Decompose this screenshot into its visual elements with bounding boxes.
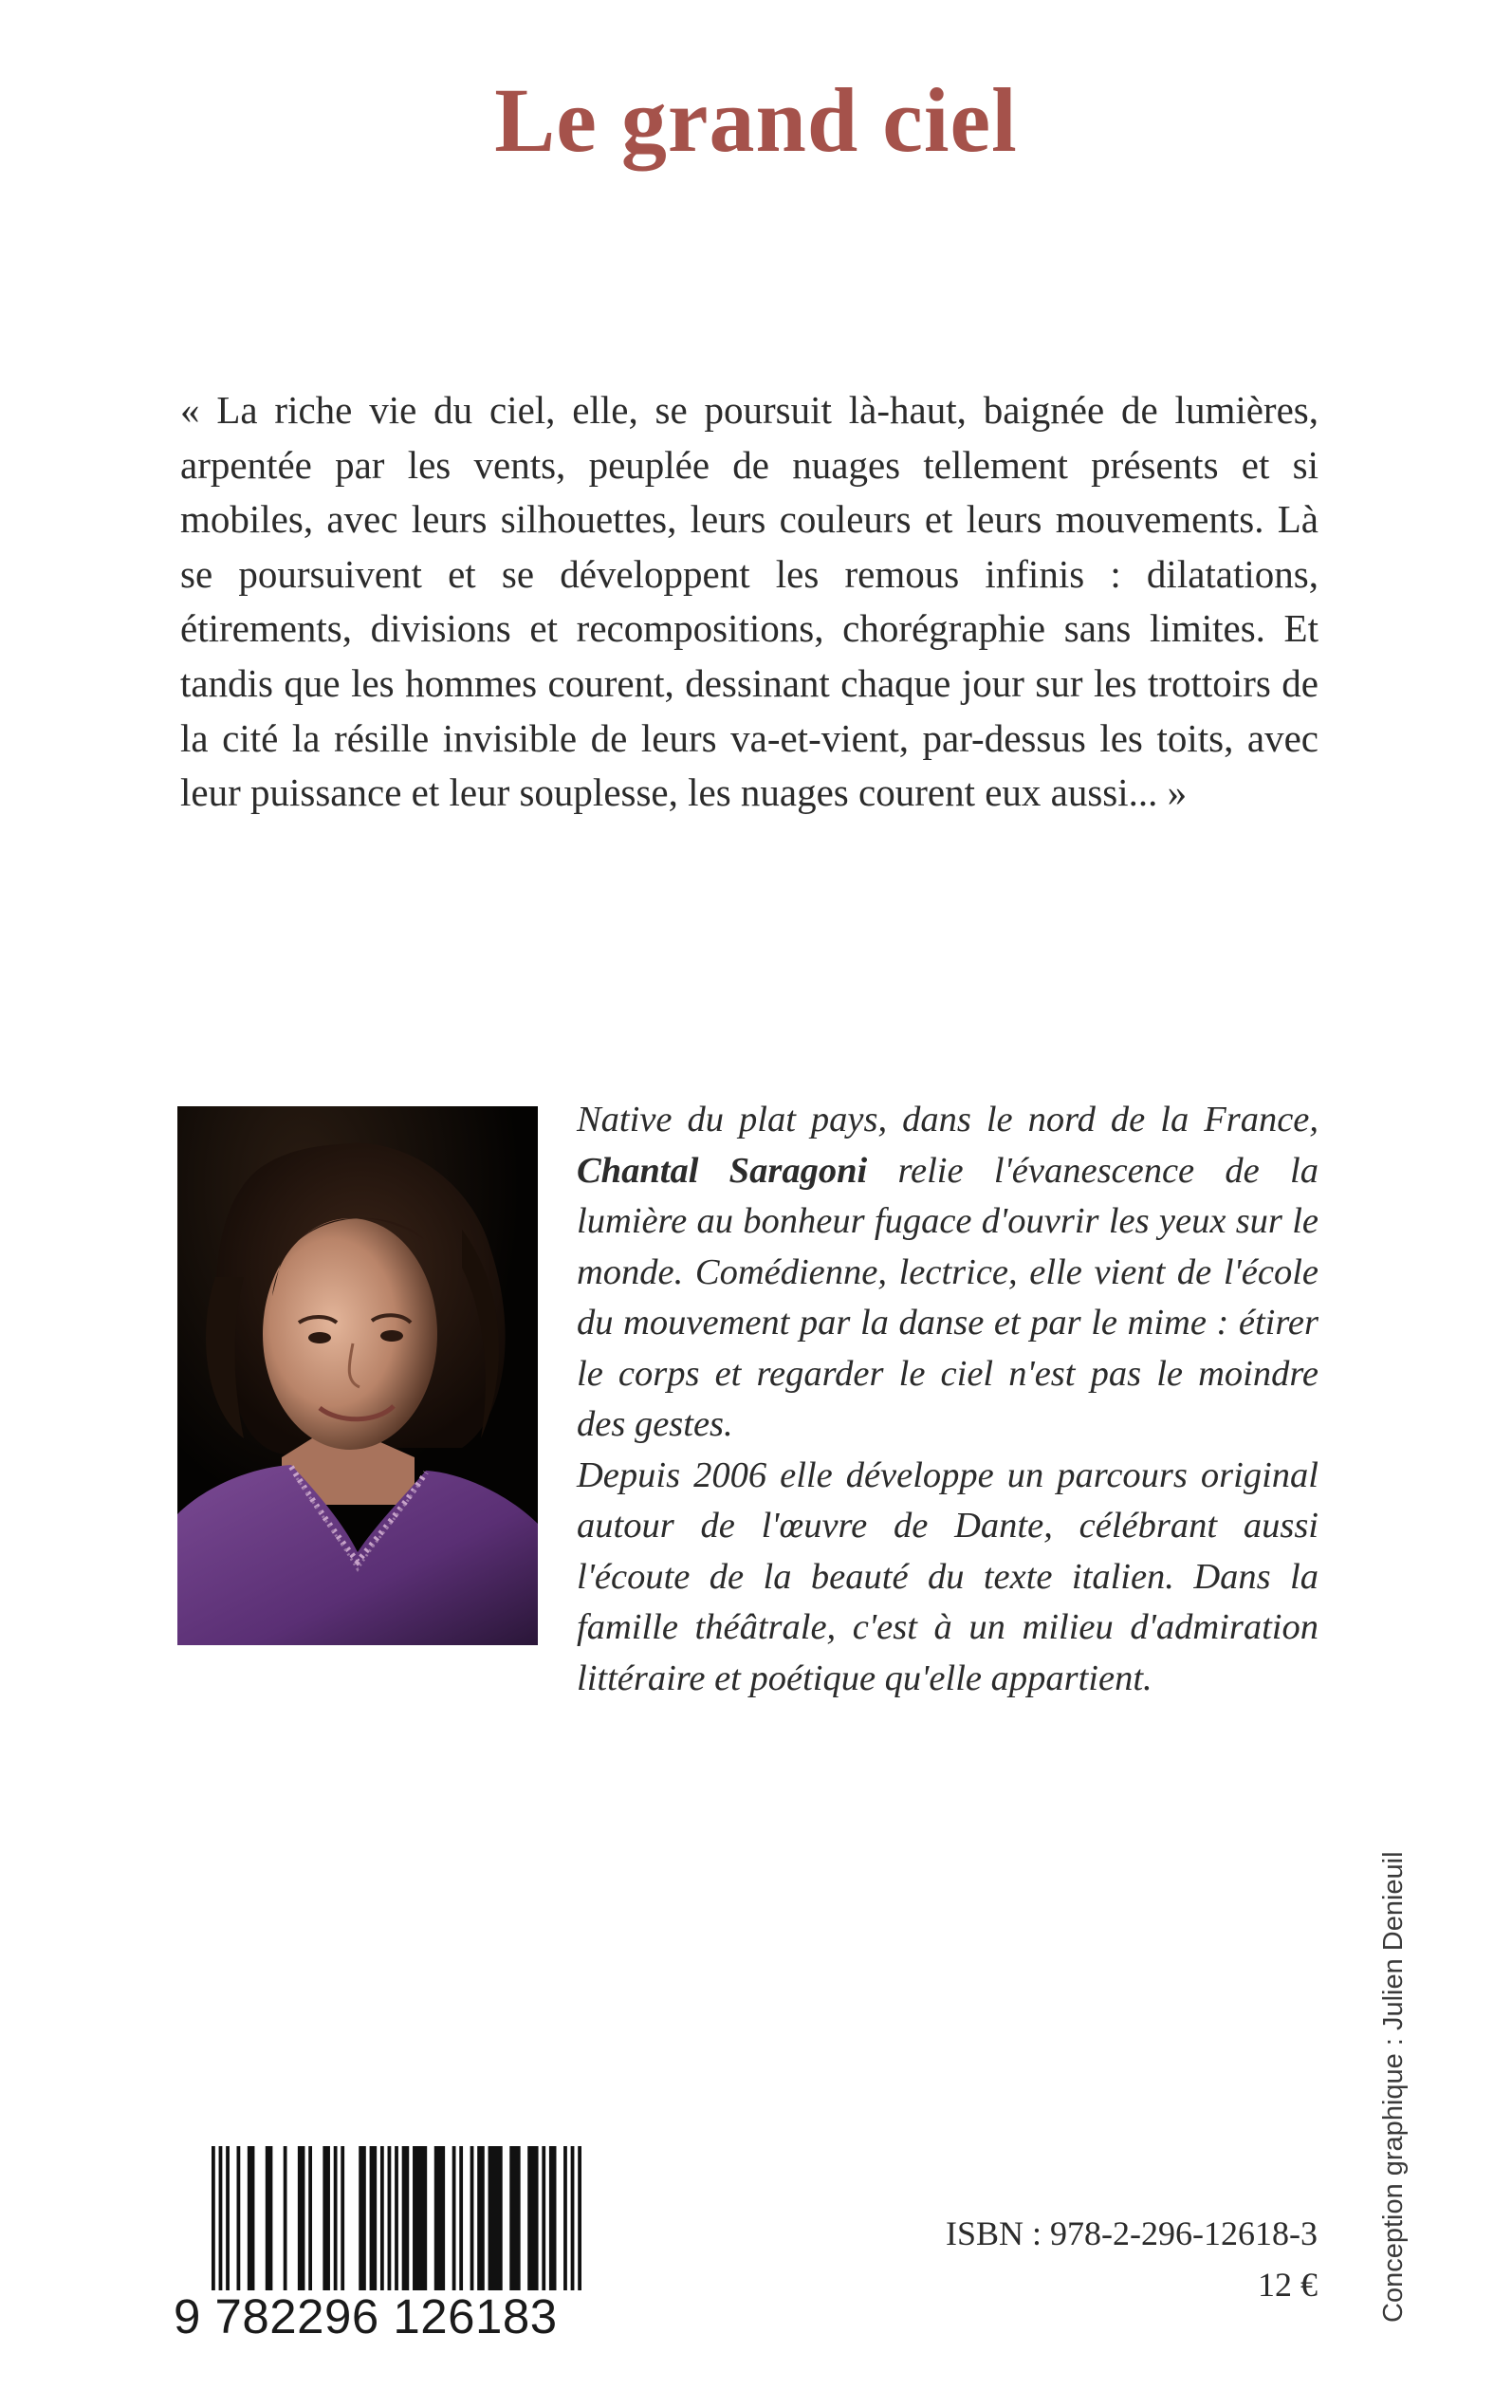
barcode-digits: 9 782296 126183 <box>174 2289 558 2343</box>
author-biography <box>180 1095 1318 1704</box>
barcode-bar <box>388 2146 392 2290</box>
barcode-bars <box>174 2146 591 2290</box>
bio-paragraph-2: Depuis 2006 elle développe un parcours original autour de l'œuvre de Dante, célébrant aussi l'écoute de la beauté du texte italien. Dans la famille théâtrale, c'est à un milieu d'admiration littéraire et poétique qu'elle appartient. <box>577 1454 1318 1698</box>
bio-paragraph-1: relie l'évanescence de la lumière au bonheur fugace d'ouvrir les yeux sur le monde. Comédienne, lectrice, elle vient de l'école du mouvement par la danse et par le mime : étirer le corps et regarder le ciel n'est pas le moindre des gestes. <box>577 1150 1318 1444</box>
barcode-bar <box>341 2146 344 2290</box>
barcode-bar <box>549 2146 557 2290</box>
barcode-bar <box>380 2146 384 2290</box>
author-name: Chantal Saragoni <box>577 1150 868 1191</box>
price: 12 € <box>1258 2266 1318 2304</box>
barcode-bar <box>284 2146 287 2290</box>
back-cover-quote: « La riche vie du ciel, elle, se poursuit là-haut, baignée de lumières, arpentée par les vents, peuplée de nuages tellement présents et si mobiles, avec leurs silhouettes, leurs couleurs et leurs mouvements. Là se poursuivent et se développent les remous infinis : dilatations, étirements, divisions et recompositions, chorégraphie sans limites. Et tandis que les hommes courent, dessinant chaque jour sur les trottoirs de la cité la résille invisible de leurs va-et-vient, par-dessus les toits, avec leur puissance et leur souplesse, les nuages courent eux aussi... » <box>180 388 1318 815</box>
barcode-bar <box>477 2146 485 2290</box>
barcode-bar <box>402 2146 410 2290</box>
barcode-bar <box>571 2146 575 2290</box>
barcode-bar <box>542 2146 545 2290</box>
barcode-bar <box>226 2146 230 2290</box>
barcode-bar <box>527 2146 538 2290</box>
book-title: Le grand ciel <box>494 69 1018 171</box>
barcode-bar <box>434 2146 445 2290</box>
barcode-bar <box>212 2146 215 2290</box>
barcode-bar <box>509 2146 520 2290</box>
barcode-bar <box>334 2146 338 2290</box>
bio-intro: Native du plat pays, dans le nord de la France, <box>577 1100 1318 1139</box>
barcode-bar <box>370 2146 378 2290</box>
barcode-bar <box>248 2146 255 2290</box>
barcode-bar <box>359 2146 366 2290</box>
barcode-bar <box>459 2146 463 2290</box>
isbn: ISBN : 978-2-296-12618-3 <box>946 2214 1318 2252</box>
barcode-bar <box>323 2146 330 2290</box>
barcode-bar <box>266 2146 273 2290</box>
barcode-bar <box>489 2146 503 2290</box>
barcode-bar <box>298 2146 305 2290</box>
barcode-bar <box>237 2146 241 2290</box>
barcode-bar <box>219 2146 223 2290</box>
barcode-bar <box>395 2146 398 2290</box>
barcode-bar <box>413 2146 427 2290</box>
barcode-bar <box>470 2146 474 2290</box>
barcode-bar <box>563 2146 567 2290</box>
design-credit: Conception graphique : Julien Denieuil <box>1378 1851 1409 2323</box>
barcode <box>174 2146 591 2345</box>
barcode-bar <box>452 2146 456 2290</box>
barcode-bar <box>578 2146 581 2290</box>
barcode-bar <box>308 2146 312 2290</box>
photo-spacer <box>180 1095 577 1655</box>
